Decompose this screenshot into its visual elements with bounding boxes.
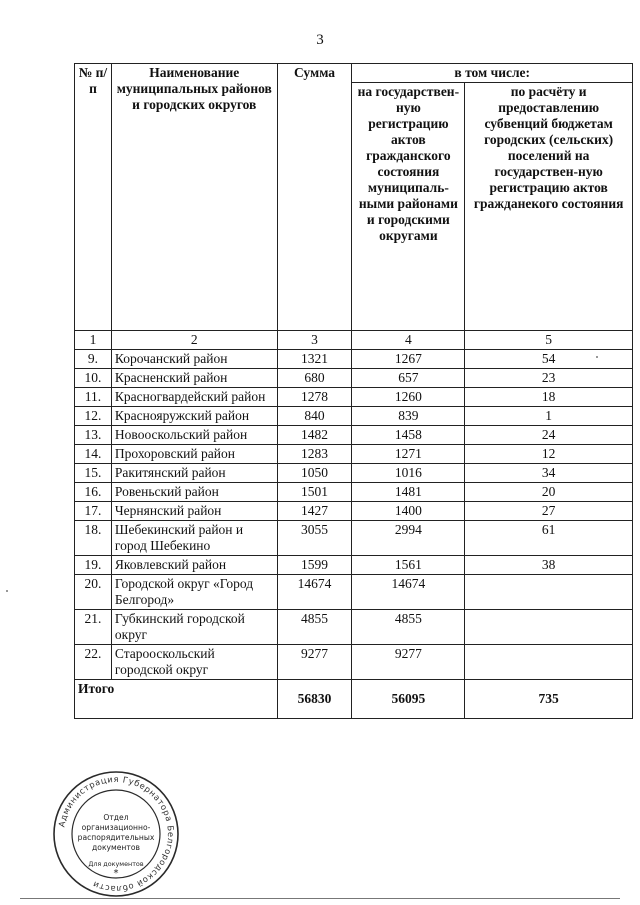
row-number: 12.: [75, 407, 112, 426]
header-sum: Сумма: [277, 64, 352, 331]
row-name: Шебекинский район и город Шебекино: [111, 521, 277, 556]
column-numbers-row: [75, 331, 633, 350]
row-municipal: 1016: [352, 464, 465, 483]
page-number: 3: [316, 32, 324, 48]
row-subventions: [465, 645, 633, 680]
row-subventions: 24: [465, 426, 633, 445]
row-name: Ровеньский район: [111, 483, 277, 502]
row-municipal: 9277: [352, 645, 465, 680]
table-row: [75, 575, 633, 610]
row-subventions: 1: [465, 407, 633, 426]
row-number: 11.: [75, 388, 112, 407]
stamp-bottom-text: Для документов: [88, 860, 144, 868]
row-sum: 1599: [277, 556, 352, 575]
row-sum: 840: [277, 407, 352, 426]
row-subventions: 54: [465, 350, 633, 369]
row-number: 16.: [75, 483, 112, 502]
row-sum: 1482: [277, 426, 352, 445]
header-including: в том числе:: [352, 64, 633, 83]
row-municipal: 1481: [352, 483, 465, 502]
row-number: 21.: [75, 610, 112, 645]
row-name: Новооскольский район: [111, 426, 277, 445]
row-sum: 1321: [277, 350, 352, 369]
table-row: [75, 645, 633, 680]
row-subventions: 61: [465, 521, 633, 556]
column-number: 1: [75, 331, 112, 350]
row-name: Прохоровский район: [111, 445, 277, 464]
header-sub-subventions: по расчёту и предоставлению субвенций бюджетам городских (сельских) поселений на государствен-ную регистрацию актов гражданекого состояния: [465, 83, 633, 331]
row-municipal: 1267: [352, 350, 465, 369]
table-row: [75, 369, 633, 388]
total-sum: 56830: [277, 680, 352, 719]
stamp-center-line: документов: [92, 843, 140, 852]
table-row: [75, 388, 633, 407]
table-row: [75, 350, 633, 369]
row-number: 20.: [75, 575, 112, 610]
row-subventions: 23: [465, 369, 633, 388]
row-sum: 9277: [277, 645, 352, 680]
row-municipal: 2994: [352, 521, 465, 556]
row-municipal: 4855: [352, 610, 465, 645]
table-row: [75, 521, 633, 556]
column-number: 3: [277, 331, 352, 350]
row-number: 10.: [75, 369, 112, 388]
row-subventions: 27: [465, 502, 633, 521]
row-number: 13.: [75, 426, 112, 445]
header-num: № п/п: [75, 64, 112, 331]
row-sum: 3055: [277, 521, 352, 556]
page-bottom-line: [20, 898, 620, 899]
official-stamp: [52, 770, 180, 898]
row-municipal: 1561: [352, 556, 465, 575]
row-number: 14.: [75, 445, 112, 464]
row-number: 15.: [75, 464, 112, 483]
row-name: Яковлевский район: [111, 556, 277, 575]
stamp-ring-text: Администрация Губернатора Белгородской области: [56, 773, 177, 895]
row-name: Губкинский городской округ: [111, 610, 277, 645]
row-number: 9.: [75, 350, 112, 369]
row-name: Городской округ «Город Белгород»: [111, 575, 277, 610]
row-municipal: 657: [352, 369, 465, 388]
row-name: Краснояружский район: [111, 407, 277, 426]
column-number: 2: [111, 331, 277, 350]
row-sum: 1501: [277, 483, 352, 502]
row-municipal: 1271: [352, 445, 465, 464]
row-municipal: 839: [352, 407, 465, 426]
row-subventions: 12: [465, 445, 633, 464]
stamp-center-line: Отдел: [103, 813, 129, 822]
total-label: Итого: [75, 680, 278, 719]
stamp-star: *: [113, 868, 119, 879]
row-subventions: 34: [465, 464, 633, 483]
table-row: [75, 502, 633, 521]
column-number: 4: [352, 331, 465, 350]
row-sum: 14674: [277, 575, 352, 610]
row-name: Красненский район: [111, 369, 277, 388]
table-row: [75, 445, 633, 464]
header-sub-municipal: на государствен-ную регистрацию актов гражданского состояния муниципаль-ными районами и городскими округами: [352, 83, 465, 331]
scan-speck: [596, 356, 598, 358]
row-municipal: 1260: [352, 388, 465, 407]
stamp-center-line: организационно-: [81, 823, 151, 832]
table-row: [75, 407, 633, 426]
row-subventions: [465, 610, 633, 645]
row-subventions: [465, 575, 633, 610]
header-name: Наименование муниципальных районов и городских округов: [111, 64, 277, 331]
row-subventions: 18: [465, 388, 633, 407]
row-number: 17.: [75, 502, 112, 521]
stamp-center-line: распорядительных: [77, 833, 155, 842]
row-name: Старооскольский городской округ: [111, 645, 277, 680]
row-name: Чернянский район: [111, 502, 277, 521]
total-municipal: 56095: [352, 680, 465, 719]
row-subventions: 38: [465, 556, 633, 575]
table-row: [75, 426, 633, 445]
row-name: Корочанский район: [111, 350, 277, 369]
row-sum: 1278: [277, 388, 352, 407]
row-number: 22.: [75, 645, 112, 680]
row-name: Красногвардейский район: [111, 388, 277, 407]
table-row: [75, 464, 633, 483]
row-sum: 4855: [277, 610, 352, 645]
allocation-table: [74, 63, 633, 719]
column-number: 5: [465, 331, 633, 350]
row-municipal: 14674: [352, 575, 465, 610]
row-sum: 1427: [277, 502, 352, 521]
total-row: [75, 680, 633, 719]
row-municipal: 1400: [352, 502, 465, 521]
row-sum: 680: [277, 369, 352, 388]
row-subventions: 20: [465, 483, 633, 502]
row-number: 18.: [75, 521, 112, 556]
row-name: Ракитянский район: [111, 464, 277, 483]
table-row: [75, 483, 633, 502]
total-subventions: 735: [465, 680, 633, 719]
scan-speck: [6, 590, 8, 592]
table-row: [75, 610, 633, 645]
row-municipal: 1458: [352, 426, 465, 445]
row-number: 19.: [75, 556, 112, 575]
row-sum: 1283: [277, 445, 352, 464]
table-row: [75, 556, 633, 575]
row-sum: 1050: [277, 464, 352, 483]
